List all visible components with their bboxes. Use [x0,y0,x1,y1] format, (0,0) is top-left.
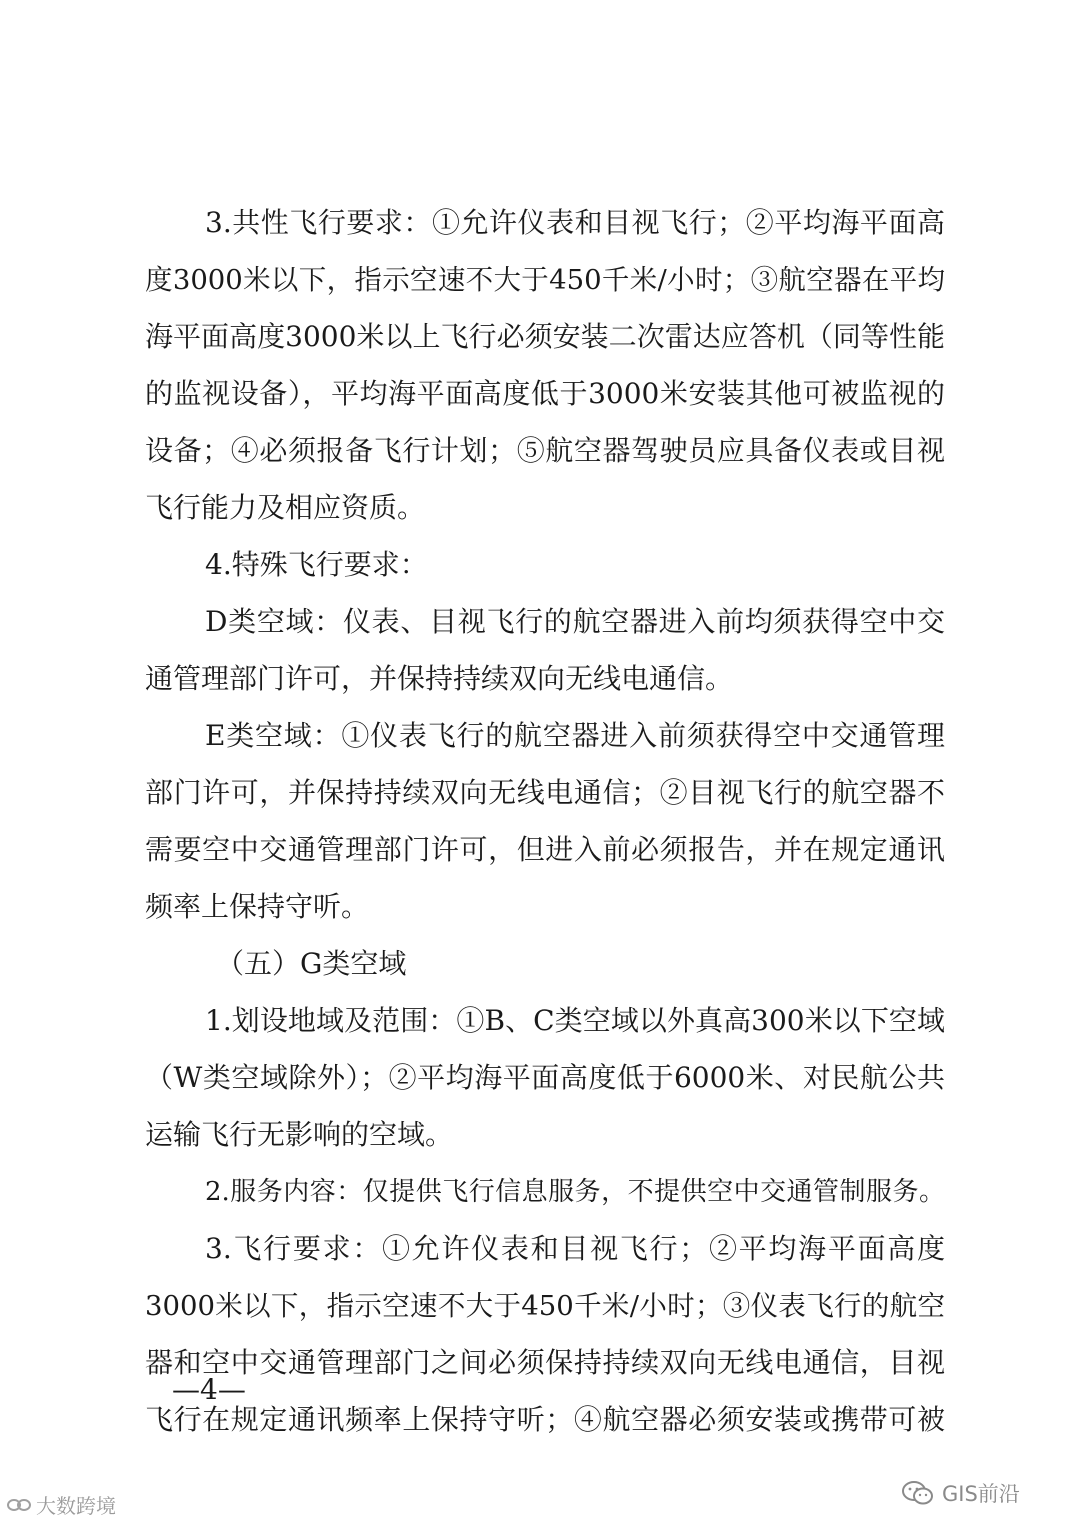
paragraph-line: 频率上保持守听。 [145,890,370,923]
paragraph-line: D类空域：仪表、目视飞行的航空器进入前均须获得空中交 [205,605,945,638]
paragraph-line: 1.划设地域及范围：①B、C类空域以外真高300米以下空域 [205,1004,945,1037]
paragraph-line: 通管理部门许可，并保持持续双向无线电通信。 [145,662,734,695]
paragraph-line: 3.飞行要求：①允许仪表和目视飞行；②平均海平面高度 [205,1232,945,1265]
paragraph-line: 设备；④必须报备飞行计划；⑤航空器驾驶员应具备仪表或目视 [145,434,945,467]
section-heading: （五）G类空域 [216,947,407,980]
watermark-right [900,1478,1020,1508]
page-number: —4— [172,1373,246,1406]
paragraph-line: 2.服务内容：仅提供飞行信息服务，不提供空中交通管制服务。 [205,1177,945,1207]
paragraph-line: 的监视设备），平均海平面高度低于3000米安装其他可被监视的 [145,377,945,410]
paragraph-line: 飞行能力及相应资质。 [145,491,426,524]
watermark-right-text: GIS前沿 [942,1482,1020,1506]
paragraph-line: （W类空域除外）；②平均海平面高度低于6000米、对民航公共 [145,1061,945,1094]
paragraph-line: 3.共性飞行要求：①允许仪表和目视飞行；②平均海平面高 [205,206,945,239]
paragraph-line: 需要空中交通管理部门许可，但进入前必须报告，并在规定通讯 [145,833,945,866]
paragraph-line: 3000米以下，指示空速不大于450千米/小时；③仪表飞行的航空 [145,1290,945,1322]
link-logo-icon [6,1495,32,1515]
section-heading: 4.特殊飞行要求： [205,548,428,581]
paragraph-line: 器和空中交通管理部门之间必须保持持续双向无线电通信，目视 [145,1346,945,1379]
paragraph-line: 飞行在规定通讯频率上保持守听；④航空器必须安装或携带可被 [145,1403,945,1436]
paragraph-line: E类空域：①仪表飞行的航空器进入前须获得空中交通管理 [205,719,945,752]
paragraph-line: 运输飞行无影响的空域。 [145,1118,454,1151]
watermark-left-text: 大数跨境 [36,1494,116,1518]
paragraph-line: 度3000米以下，指示空速不大于450千米/小时；③航空器在平均 [145,264,945,296]
paragraph-line: 部门许可，并保持持续双向无线电通信；②目视飞行的航空器不 [145,776,945,809]
wechat-icon [900,1479,936,1507]
watermark-left [6,1490,116,1519]
paragraph-line: 海平面高度3000米以上飞行必须安装二次雷达应答机（同等性能 [145,320,945,353]
